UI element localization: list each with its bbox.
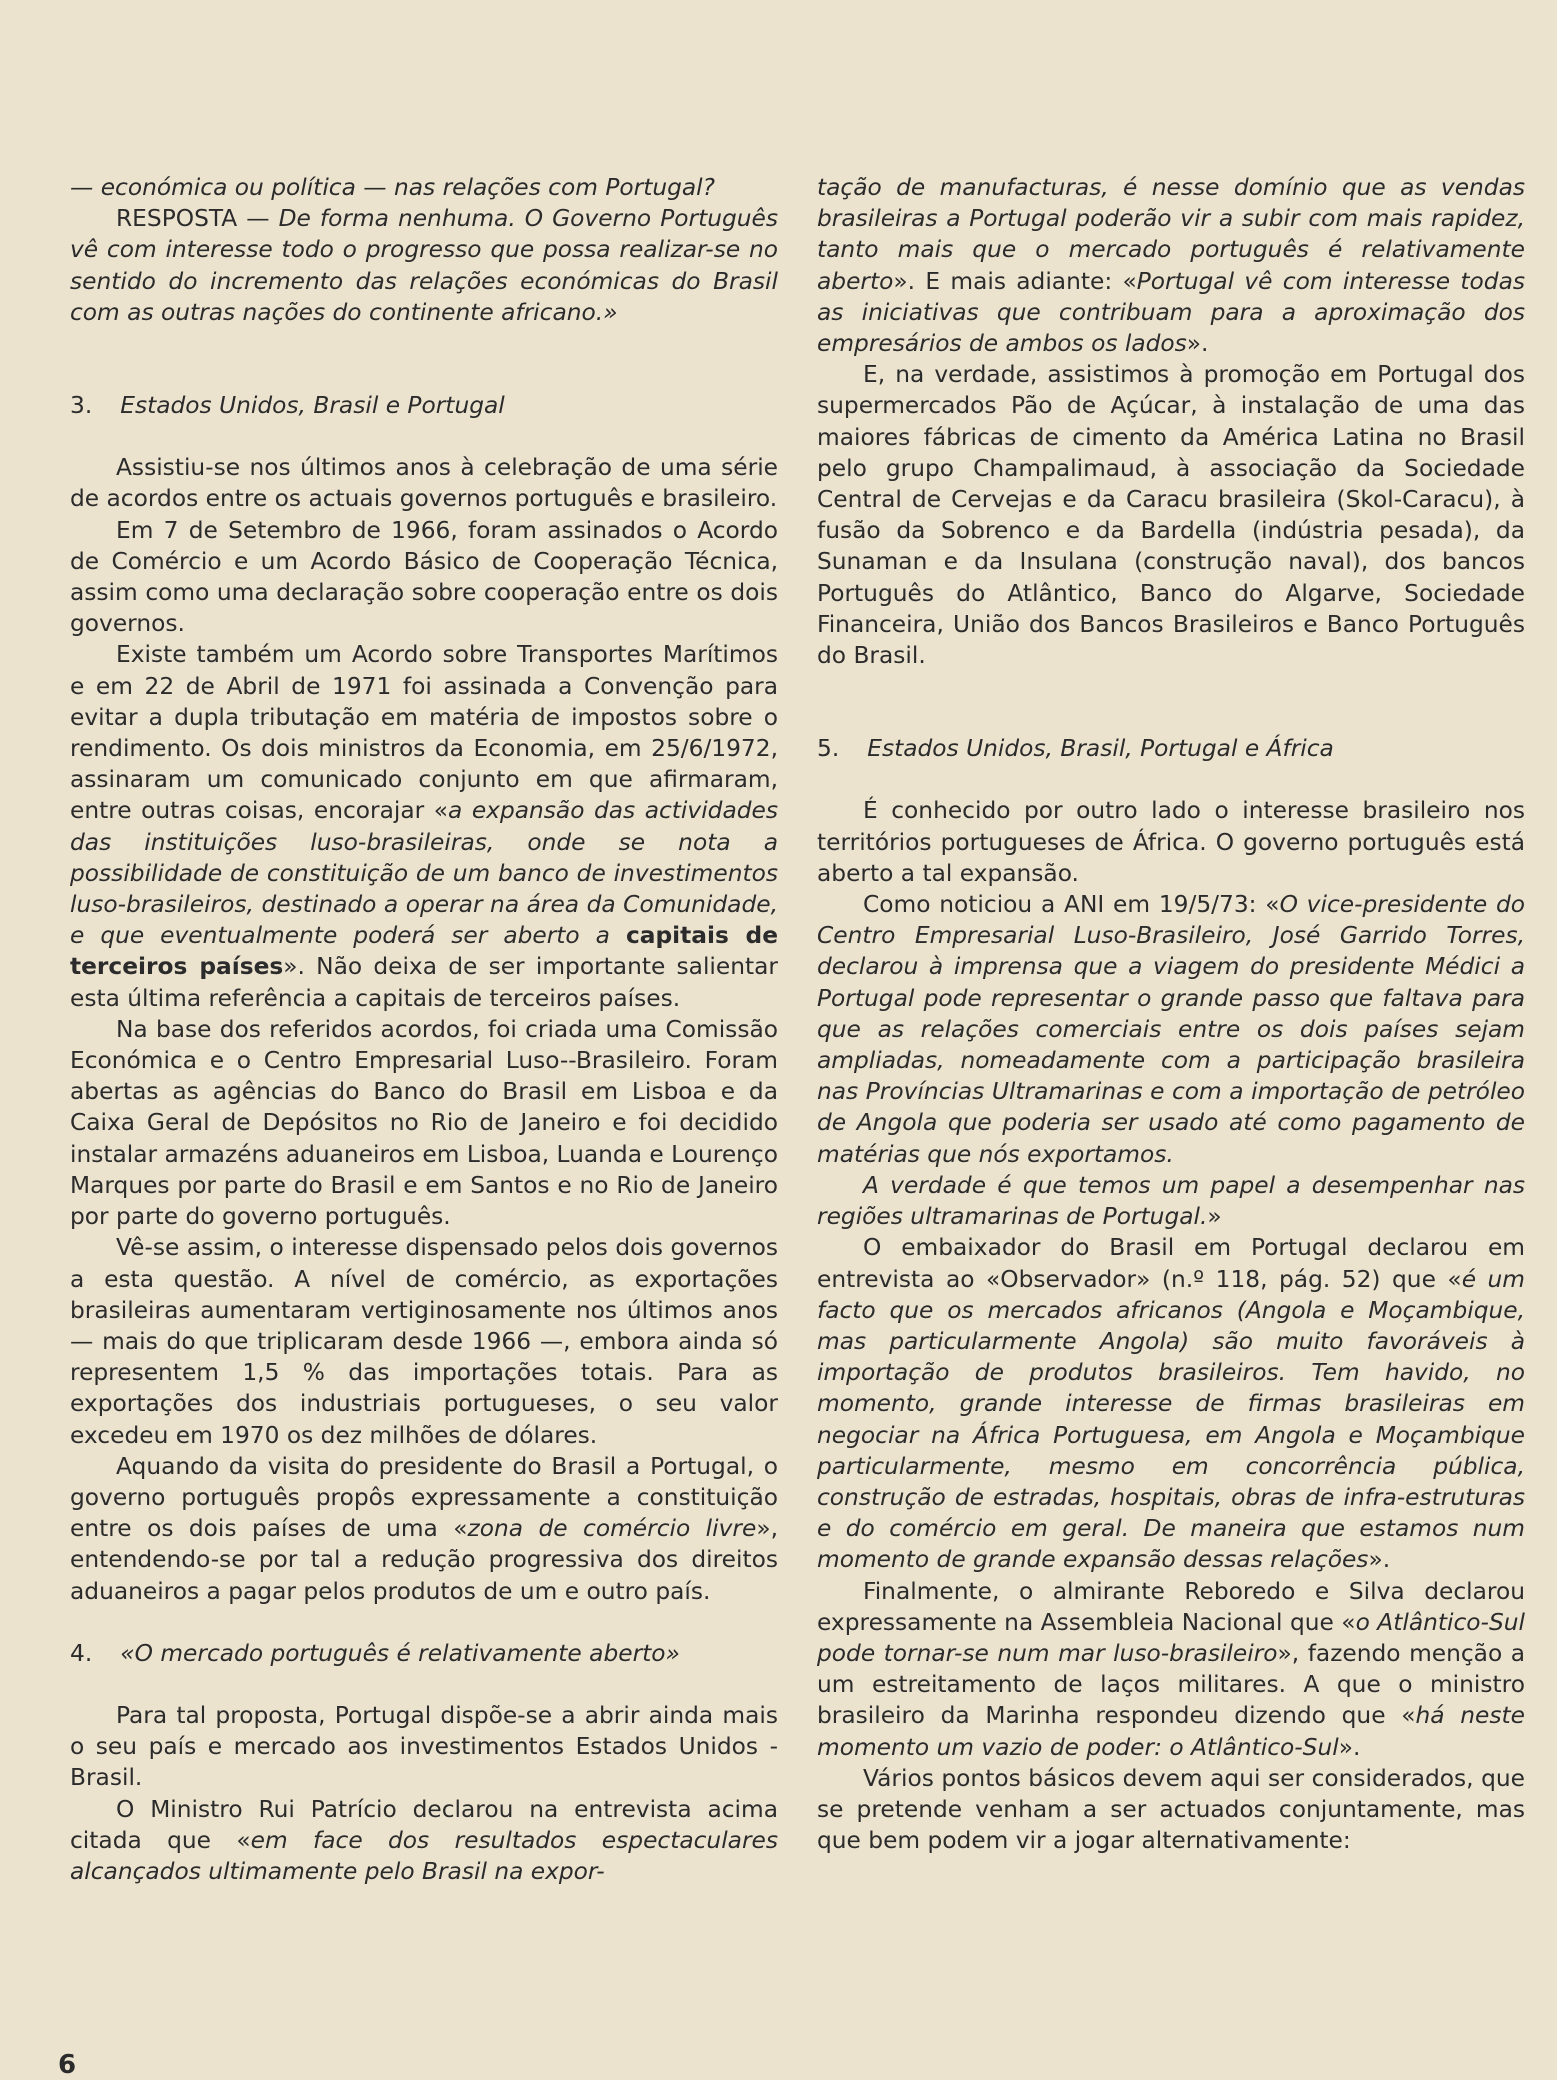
paragraph: Vê-se assim, o interesse dispensado pelos dois governos a esta questão. A nível de comércio, as exportações brasileiras aumentaram vertiginosamente nos últimos anos — mais do que triplicaram desde 1966 —, embora ainda só representem 1,5 % das importações totais. Para as exportações dos industriais portugueses, o seu valor excedeu em 1970 os dez milhões de dólares. bbox=[70, 1234, 778, 1449]
paragraph: Aquando da visita do presidente do Brasil a Portugal, o governo português propôs expressamente a constituição entre os dois países de uma «zona de comércio livre», entendendo-se por tal a redução progressiva dos direitos aduaneiros a pagar pelos produtos de um e outro país. bbox=[70, 1452, 778, 1605]
paragraph: — económica ou política — nas relações com Portugal? bbox=[70, 174, 716, 201]
paragraph: O embaixador do Brasil em Portugal declarou em entrevista ao «Observador» (n.º 118, pág. 52) que «é um facto que os mercados africanos (Angola e Moçambique, mas particularmente Angola) são muito favoráveis à importação de produtos brasileiros. Tem havido, no momento, grande interesse de firmas brasileiras em negociar na África Portuguesa, em Angola e Moçambique particularmente, mesmo em concorrência pública, construção de estradas, hospitais, obras de infra-estruturas e do comércio em geral. De maneira que estamos num momento de grande expansão dessas relações». bbox=[817, 1234, 1525, 1574]
paragraph: O Ministro Rui Patrício declarou na entrevista acima citada que «em face dos resultados espectaculares alcançados ultimamente pelo Brasil na expor- bbox=[70, 1795, 778, 1885]
paragraph: Na base dos referidos acordos, foi criada uma Comissão Económica e o Centro Empresarial Luso--Brasileiro. Foram abertas as agências do Banco do Brasil em Lisboa e da Caixa Geral de Depósitos no Rio de Janeiro e foi decidido instalar armazéns aduaneiros em Lisboa, Luanda e Lourenço Marques por parte do Brasil e em Santos e no Rio de Janeiro por parte do governo português. bbox=[70, 1015, 778, 1231]
paragraph: A verdade é que temos um papel a desempenhar nas regiões ultramarinas de Portugal.» bbox=[817, 1171, 1525, 1231]
paragraph: E, na verdade, assistimos à promoção em Portugal dos supermercados Pão de Açúcar, à instalação de uma das maiores fábricas de cimento da América Latina no Brasil pelo grupo Champalimaud, à associação da Sociedade Central de Cervejas e da Caracu brasileira (Skol-Caracu), à fusão da Sobrenco e da Bardella (indústria pesada), da Sunaman e da Insulana (construção naval), dos bancos Português do Atlântico, Banco do Algarve, Sociedade Financeira, União dos Bancos Brasileiros e Banco Português do Brasil. bbox=[817, 361, 1525, 670]
paragraph: tação de manufacturas, é nesse domínio que as vendas brasileiras a Portugal poderão vir a subir com mais rapidez, tanto mais que o mercado português é relativamente aberto». E mais adiante: «Portugal vê com interesse todas as iniciativas que contribuam para a aproximação dos empresários de ambos os lados». bbox=[817, 174, 1525, 358]
right-column bbox=[817, 172, 1525, 1856]
paragraph: Existe também um Acordo sobre Transportes Marítimos e em 22 de Abril de 1971 foi assinada a Convenção para evitar a dupla tributação em matéria de impostos sobre o rendimento. Os dois ministros da Economia, em 25/6/1972, assinaram um comunicado conjunto em que afirmaram, entre outras coisas, encorajar «a expansão das actividades das instituições luso-brasileiras, onde se nota a possibilidade de constituição de um banco de investimentos luso-brasileiros, destinado a operar na área da Comunidade, e que eventualmente poderá ser aberto a capitais de terceiros países». Não deixa de ser importante salientar esta última referência a capitais de terceiros países. bbox=[70, 641, 779, 1012]
paragraph: RESPOSTA — De forma nenhuma. O Governo Português vê com interesse todo o progresso que possa realizar-se no sentido do incremento das relações económicas do Brasil com as outras nações do continente africano.» bbox=[70, 205, 778, 326]
page-number: 6 bbox=[58, 2050, 77, 2080]
section-heading-4: 4. «O mercado português é relativamente aberto» bbox=[70, 1639, 680, 1667]
paragraph: É conhecido por outro lado o interesse brasileiro nos territórios portugueses de África. O governo português está aberto a tal expansão. bbox=[817, 797, 1525, 887]
paragraph: Para tal proposta, Portugal dispõe-se a abrir ainda mais o seu país e mercado aos investimentos Estados Unidos - Brasil. bbox=[70, 1701, 778, 1792]
paragraph: Assistiu-se nos últimos anos à celebração de uma série de acordos entre os actuais governos português e brasileiro. bbox=[70, 454, 778, 513]
section-heading-5: 5. Estados Unidos, Brasil, Portugal e África bbox=[817, 735, 1334, 763]
paragraph: Finalmente, o almirante Reboredo e Silva declarou expressamente na Assembleia Nacional que «o Atlântico-Sul pode tornar-se num mar luso-brasileiro», fazendo menção a um estreitamento de laços militares. A que o ministro brasileiro da Marinha respondeu dizendo que «há neste momento um vazio de poder: o Atlântico-Sul». bbox=[817, 1577, 1525, 1761]
section-heading-3: 3. Estados Unidos, Brasil e Portugal bbox=[70, 392, 505, 420]
left-column bbox=[70, 172, 778, 1887]
paragraph: Como noticiou a ANI em 19/5/73: «O vice-presidente do Centro Empresarial Luso-Brasileiro, José Garrido Torres, declarou à imprensa que a viagem do presidente Médici a Portugal pode representar o grande passo que faltava para que as relações comerciais entre os dois países sejam ampliadas, nomeadamente com a participação brasileira nas Províncias Ultramarinas e com a importação de petróleo de Angola que poderia ser usado até como pagamento de matérias que nós exportamos. bbox=[817, 891, 1525, 1168]
paragraph: Vários pontos básicos devem aqui ser considerados, que se pretende venham a ser actuados conjuntamente, mas que bem podem vir a jogar alternativamente: bbox=[817, 1764, 1525, 1855]
paragraph: Em 7 de Setembro de 1966, foram assinados o Acordo de Comércio e um Acordo Básico de Cooperação Técnica, assim como uma declaração sobre cooperação entre os dois governos. bbox=[70, 516, 778, 638]
